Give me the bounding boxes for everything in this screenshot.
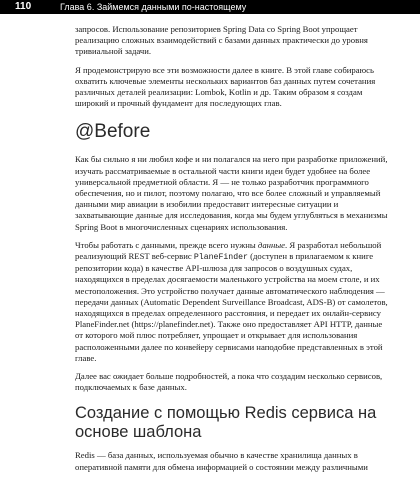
page-body [75, 22, 388, 480]
running-header [0, 0, 420, 14]
code-planefinder: PlaneFinder [193, 253, 248, 263]
section-heading-redis: Создание с помощью Redis сервиса на основе шаблона [75, 404, 377, 442]
paragraph-chapter-plan: Я продемонстрирую все эти возможности далее в книге. В этой главе собираюсь охватить ключевые элементы нескольких вариантов баз данных путем сочетания различных деталей реализации: Lombok, Kotlin и др. Таким образом я создам широкий и прочный фундамент для последующих глав. [75, 64, 376, 109]
paragraph-aviation-domain: Как бы сильно я ни любил кофе и ни полагался на него при разработке приложений, изучать рассматриваемые в остальной части книги идеи будет удобнее на более универсальной предметной области. Я — не только разработчик программного обеспечения, но и пилот, поэтому полагаю, что все более сложный и управляемый данными мир авиации в изобилии предоставит интересные ситуации и захватывающие данные для исследования, когда мы будем углубляться в механизмы Spring Boot в многочисленных сценариях использования. [75, 154, 388, 232]
p4-text-b: . Я разработал небольшой реализующий REST веб-сервис [75, 239, 382, 262]
p4-text-c: (доступен в прилагаемом к книге репозитории кода) в качестве API-шлюза для запросов о воздушных судах, находящихся в пределах досягаемости маленького устройства на моем столе, и их местоположения. Это устройство получает данные автоматического наблюдения — передачи данных (Automatic Dependent Surveillance Broadcast, ADS-B) от самолетов, находящихся в пределах определенного расстояния, и передает их онлайн-сервису PlaneFinder.net (https://planefinder.net). Также оно предоставляет API HTTP, данные от которого мой плюс потребляет, упрощает и открывает для использования расположенными далее по конвейеру сервисами наподобие представленных в этой главе. [75, 251, 388, 363]
paragraph-redis-intro: Redis — база данных, используемая обычно в качестве хранилища данных в оперативной памяти для обмена информацией о состоянии между различными [75, 450, 368, 472]
paragraph-planefinder [75, 240, 388, 364]
section-heading-before: @Before [75, 121, 151, 143]
page-number: 110 [15, 1, 32, 12]
chapter-title: Глава 6. Займемся данными по-настоящему [60, 2, 247, 12]
paragraph-next-steps: Далее вас ожидает больше подробностей, а пока что создадим несколько сервисов, подключаемых к базе данных. [75, 371, 383, 393]
paragraph-intro-end: запросов. Использование репозиториев Spring Data со Spring Boot упрощает реализацию сложных взаимодействий с базами данных практически до уровня тривиальной задачи. [75, 24, 368, 57]
p4-text-a: Чтобы работать с данными, прежде всего нужны [75, 239, 258, 250]
emphasis-data: данные [257, 239, 286, 250]
